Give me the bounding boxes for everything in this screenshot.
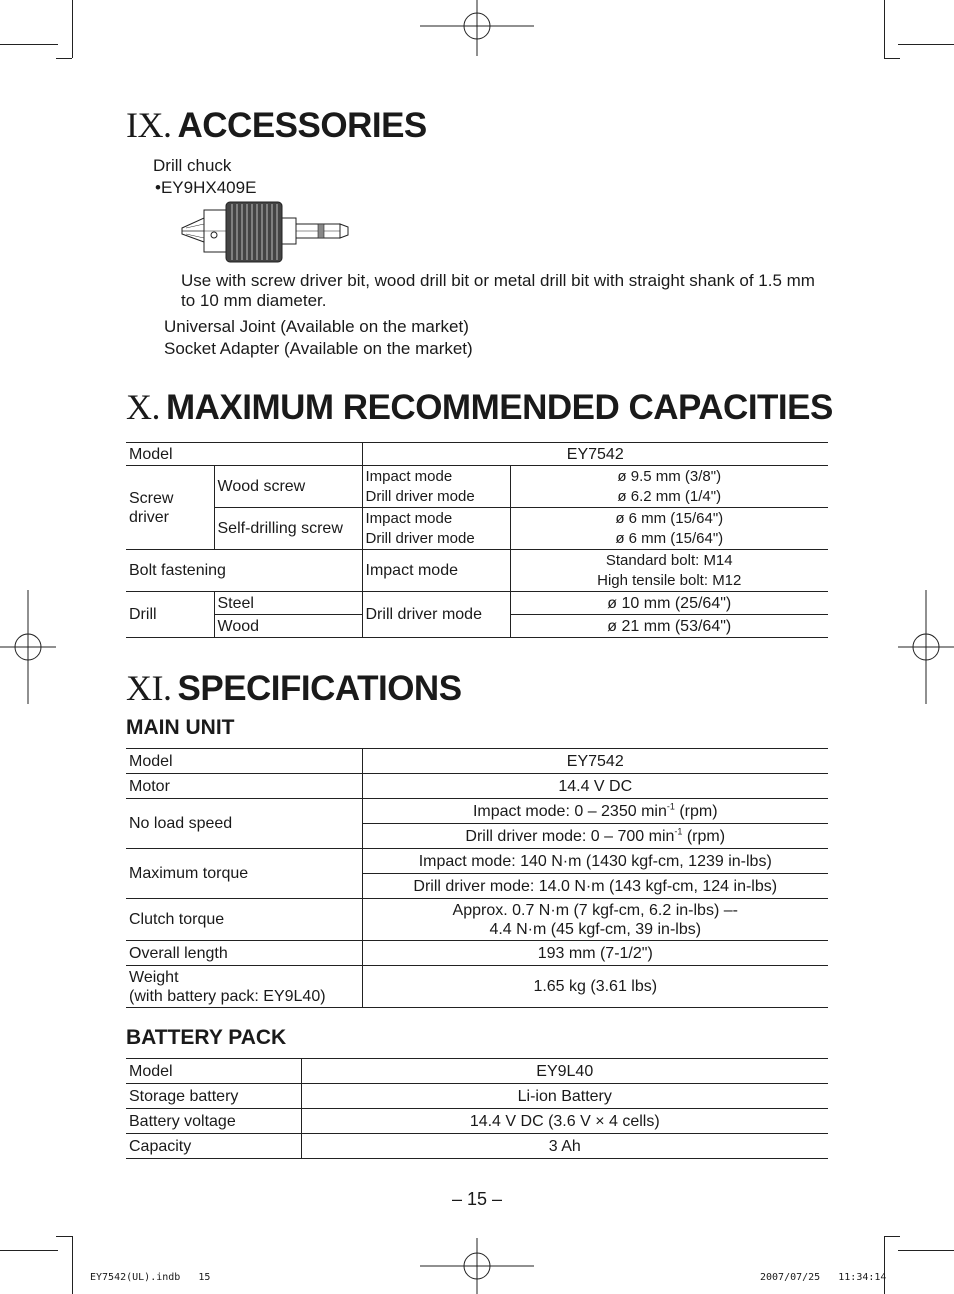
torque-impact: Impact mode: 140 N·m (1430 kgf-cm, 1239 in-lbs) [362,849,828,874]
wood-value: ø 21 mm (53/64") [510,615,828,638]
model-value: EY7542 [362,443,828,466]
socket-adapter-item: Socket Adapter (Available on the market) [164,339,473,358]
registration-mark-right [898,590,954,704]
bolt-values: Standard bolt: M14 High tensile bolt: M12 [510,550,828,592]
section-number: IX. [126,105,172,145]
clutch-label: Clutch torque [126,899,362,941]
table-row [126,774,828,799]
table-row [126,941,828,966]
table-row [126,799,828,824]
table-row [126,1109,828,1134]
drill-chuck-model: •EY9HX409E [155,178,257,197]
model-label: Model [126,443,362,466]
model-value: EY7542 [362,749,828,774]
bolt-mode: Impact mode [362,550,510,592]
weight-label: Weight (with battery pack: EY9L40) [126,966,362,1008]
drill-chuck-illustration [178,198,350,266]
section-title: ACCESSORIES [177,106,427,145]
motor-label: Motor [126,774,362,799]
page-number: – 15 – [451,1189,503,1209]
section-title: SPECIFICATIONS [177,669,462,708]
storage-value: Li-ion Battery [301,1084,828,1109]
table-row [126,749,828,774]
steel-value: ø 10 mm (25/64") [510,592,828,615]
model-value: EY9L40 [301,1059,828,1084]
speed-label: No load speed [126,799,362,849]
steel-label: Steel [214,592,362,615]
speed-drill: Drill driver mode: 0 – 700 $\min^{-1} (rpm)$ [362,824,828,849]
table-row [126,443,828,466]
torque-drill: Drill driver mode: 14.0 N·m (143 kgf-cm, 124 in-lbs) [362,874,828,899]
length-label: Overall length [126,941,362,966]
battery-pack-heading: BATTERY PACK [126,1026,287,1049]
capacities-heading [126,386,833,428]
table-row [126,1134,828,1159]
registration-mark-left [0,590,56,704]
table-row [126,1059,828,1084]
voltage-value: 14.4 V DC (3.6 V × 4 cells) [301,1109,828,1134]
wood-screw-label: Wood screw [214,466,362,508]
table-row [126,508,828,550]
section-number: X. [126,387,160,427]
universal-joint-item: Universal Joint (Available on the market) [164,317,469,336]
drill-chuck-label: Drill chuck [153,156,232,175]
screw-driver-label: Screw driver [126,466,214,550]
self-drilling-label: Self-drilling screw [214,508,362,550]
mode-cell: Impact mode Drill driver mode [362,466,510,508]
table-row [126,466,828,508]
table-row [126,899,828,941]
registration-mark-bottom [420,1238,534,1294]
capacities-table [126,442,828,638]
table-row [126,1084,828,1109]
print-timestamp: 2007/07/25 11:34:14 [760,1272,887,1283]
mode-cell: Impact mode Drill driver mode [362,508,510,550]
clutch-value: Approx. 0.7 N·m (7 kgf-cm, 6.2 in-lbs) –- 4.4 N·m (45 kgf-cm, 39 in-lbs) [362,899,828,941]
speed-impact: Impact mode: 0 – 2350 $\min^{-1} (rpm)$ [362,799,828,824]
motor-value: 14.4 V DC [362,774,828,799]
drill-mode: Drill driver mode [362,592,510,638]
weight-value: 1.65 kg (3.61 lbs) [362,966,828,1008]
voltage-label: Battery voltage [126,1109,301,1134]
accessories-heading [126,104,427,146]
file-info: EY7542(UL).indb 15 [90,1272,211,1283]
drill-chuck-description: Use with screw driver bit, wood drill bit or metal drill bit with straight shank of 1.5 mm to 10 mm diameter. [181,271,815,310]
wood-label: Wood [214,615,362,638]
length-value: 193 mm (7-1/2") [362,941,828,966]
specifications-heading [126,667,462,709]
main-unit-table [126,748,828,1008]
wood-screw-values: ø 9.5 mm (3/8") ø 6.2 mm (1/4") [510,466,828,508]
section-number: XI. [126,668,172,708]
drill-label: Drill [126,592,214,638]
torque-label: Maximum torque [126,849,362,899]
registration-mark-top [420,0,534,56]
model-label: Model [126,1059,301,1084]
model-label: Model [126,749,362,774]
bolt-fastening-label: Bolt fastening [126,550,362,592]
table-row [126,966,828,1008]
storage-label: Storage battery [126,1084,301,1109]
capacity-label: Capacity [126,1134,301,1159]
table-row [126,592,828,615]
self-drilling-values: ø 6 mm (15/64") ø 6 mm (15/64") [510,508,828,550]
capacity-value: 3 Ah [301,1134,828,1159]
main-unit-heading: MAIN UNIT [126,716,235,739]
section-title: MAXIMUM RECOMMENDED CAPACITIES [166,388,833,427]
table-row [126,849,828,874]
table-row [126,550,828,592]
battery-pack-table [126,1058,828,1159]
